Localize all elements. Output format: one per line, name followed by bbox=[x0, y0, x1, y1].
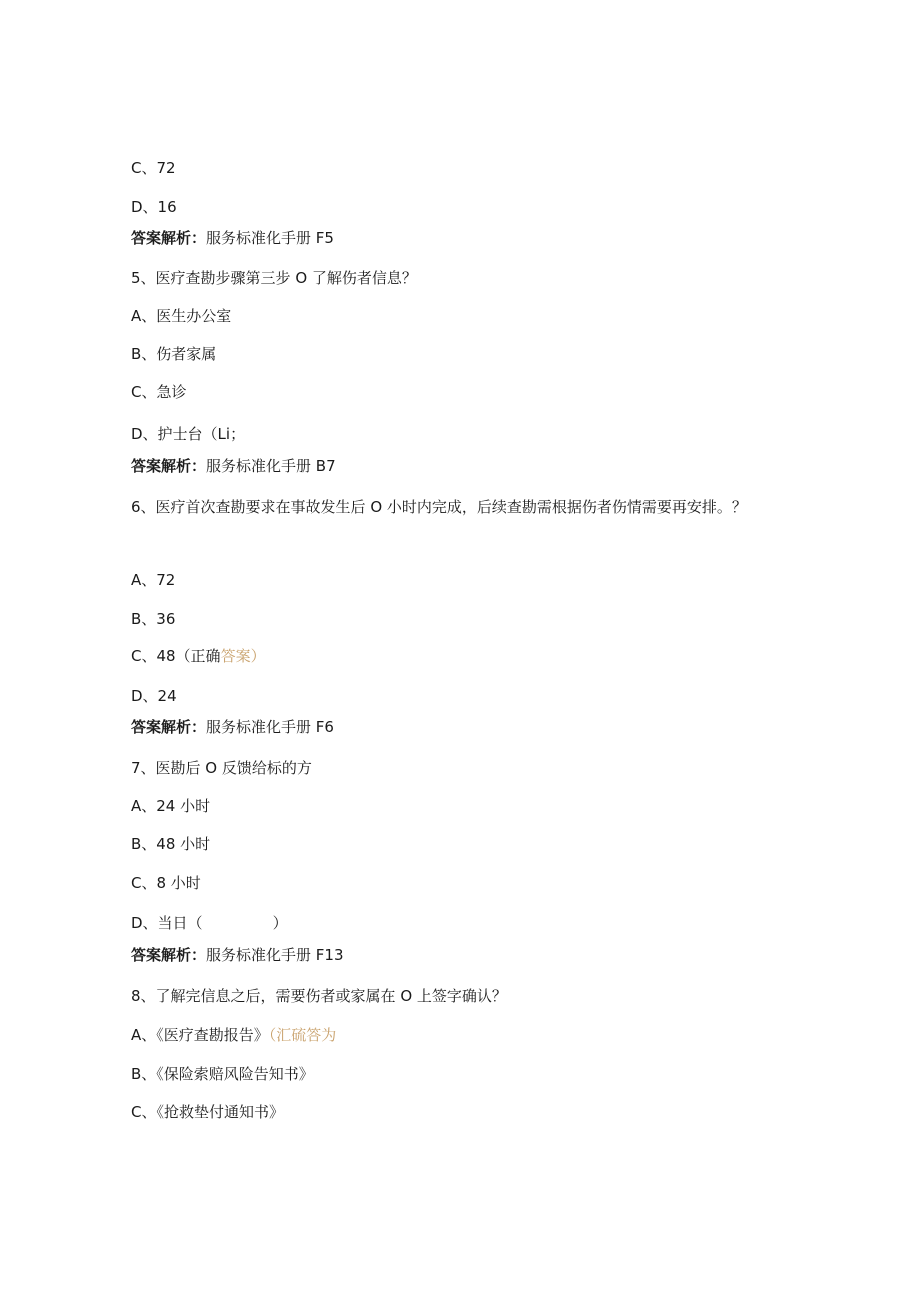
answer-analysis-1 bbox=[131, 228, 334, 248]
option-text: A、《医疗查勘报告》 bbox=[131, 1026, 269, 1044]
question-5: 5、医疗查勘步骤第三步 O 了解伤者信息？ bbox=[131, 269, 417, 287]
option-c-72: C、72 bbox=[131, 159, 176, 177]
correct-answer-mark: 答案） bbox=[220, 647, 266, 665]
answer-label: 答案解析： bbox=[131, 229, 207, 247]
question-7-option-d bbox=[131, 913, 288, 933]
answer-analysis-2 bbox=[131, 456, 336, 476]
question-6-option-a: A、72 bbox=[131, 571, 176, 589]
question-8: 8、了解完信息之后，需要伤者或家属在 O 上签字确认？ bbox=[131, 987, 507, 1005]
question-7-option-c: C、8 小时 bbox=[131, 874, 201, 892]
answer-label: 答案解析： bbox=[131, 718, 207, 736]
closing-paren: ） bbox=[272, 914, 288, 932]
answer-text: 服务标准化手册 B7 bbox=[206, 457, 336, 475]
answer-text: 服务标准化手册 F13 bbox=[206, 946, 344, 964]
question-8-option-a bbox=[131, 1025, 336, 1045]
answer-text: 服务标准化手册 F5 bbox=[206, 229, 334, 247]
answer-label: 答案解析： bbox=[131, 457, 207, 475]
question-5-option-d: D、护士台（Li； bbox=[131, 425, 246, 443]
question-8-option-c: C、《抢救垫付通知书》 bbox=[131, 1103, 284, 1121]
question-6-option-c bbox=[131, 646, 266, 666]
question-6-option-d: D、24 bbox=[131, 687, 177, 705]
option-d-16: D、16 bbox=[131, 198, 177, 216]
answer-analysis-3 bbox=[131, 717, 334, 737]
question-5-option-a: A、医生办公室 bbox=[131, 307, 232, 325]
question-5-option-c: C、急诊 bbox=[131, 383, 187, 401]
question-5-option-b: B、伤者家属 bbox=[131, 345, 217, 363]
answer-label: 答案解析： bbox=[131, 946, 207, 964]
question-8-option-b: B、《保险索赔风险告知书》 bbox=[131, 1065, 314, 1083]
correct-answer-mark: （汇硫答为 bbox=[268, 1026, 337, 1044]
question-6-option-b: B、36 bbox=[131, 610, 176, 628]
question-7: 7、医勘后 O 反馈给标的方 bbox=[131, 759, 312, 777]
option-text: D、当日（ bbox=[131, 914, 203, 932]
question-7-option-b: B、48 小时 bbox=[131, 835, 211, 853]
answer-text: 服务标准化手册 F6 bbox=[206, 718, 334, 736]
answer-analysis-4 bbox=[131, 945, 344, 965]
option-text: C、48（正确 bbox=[131, 647, 221, 665]
question-6: 6、医疗首次查勘要求在事故发生后 O 小时内完成，后续查勘需根据伤者伤情需要再安排。？ bbox=[131, 498, 747, 516]
question-7-option-a: A、24 小时 bbox=[131, 797, 211, 815]
